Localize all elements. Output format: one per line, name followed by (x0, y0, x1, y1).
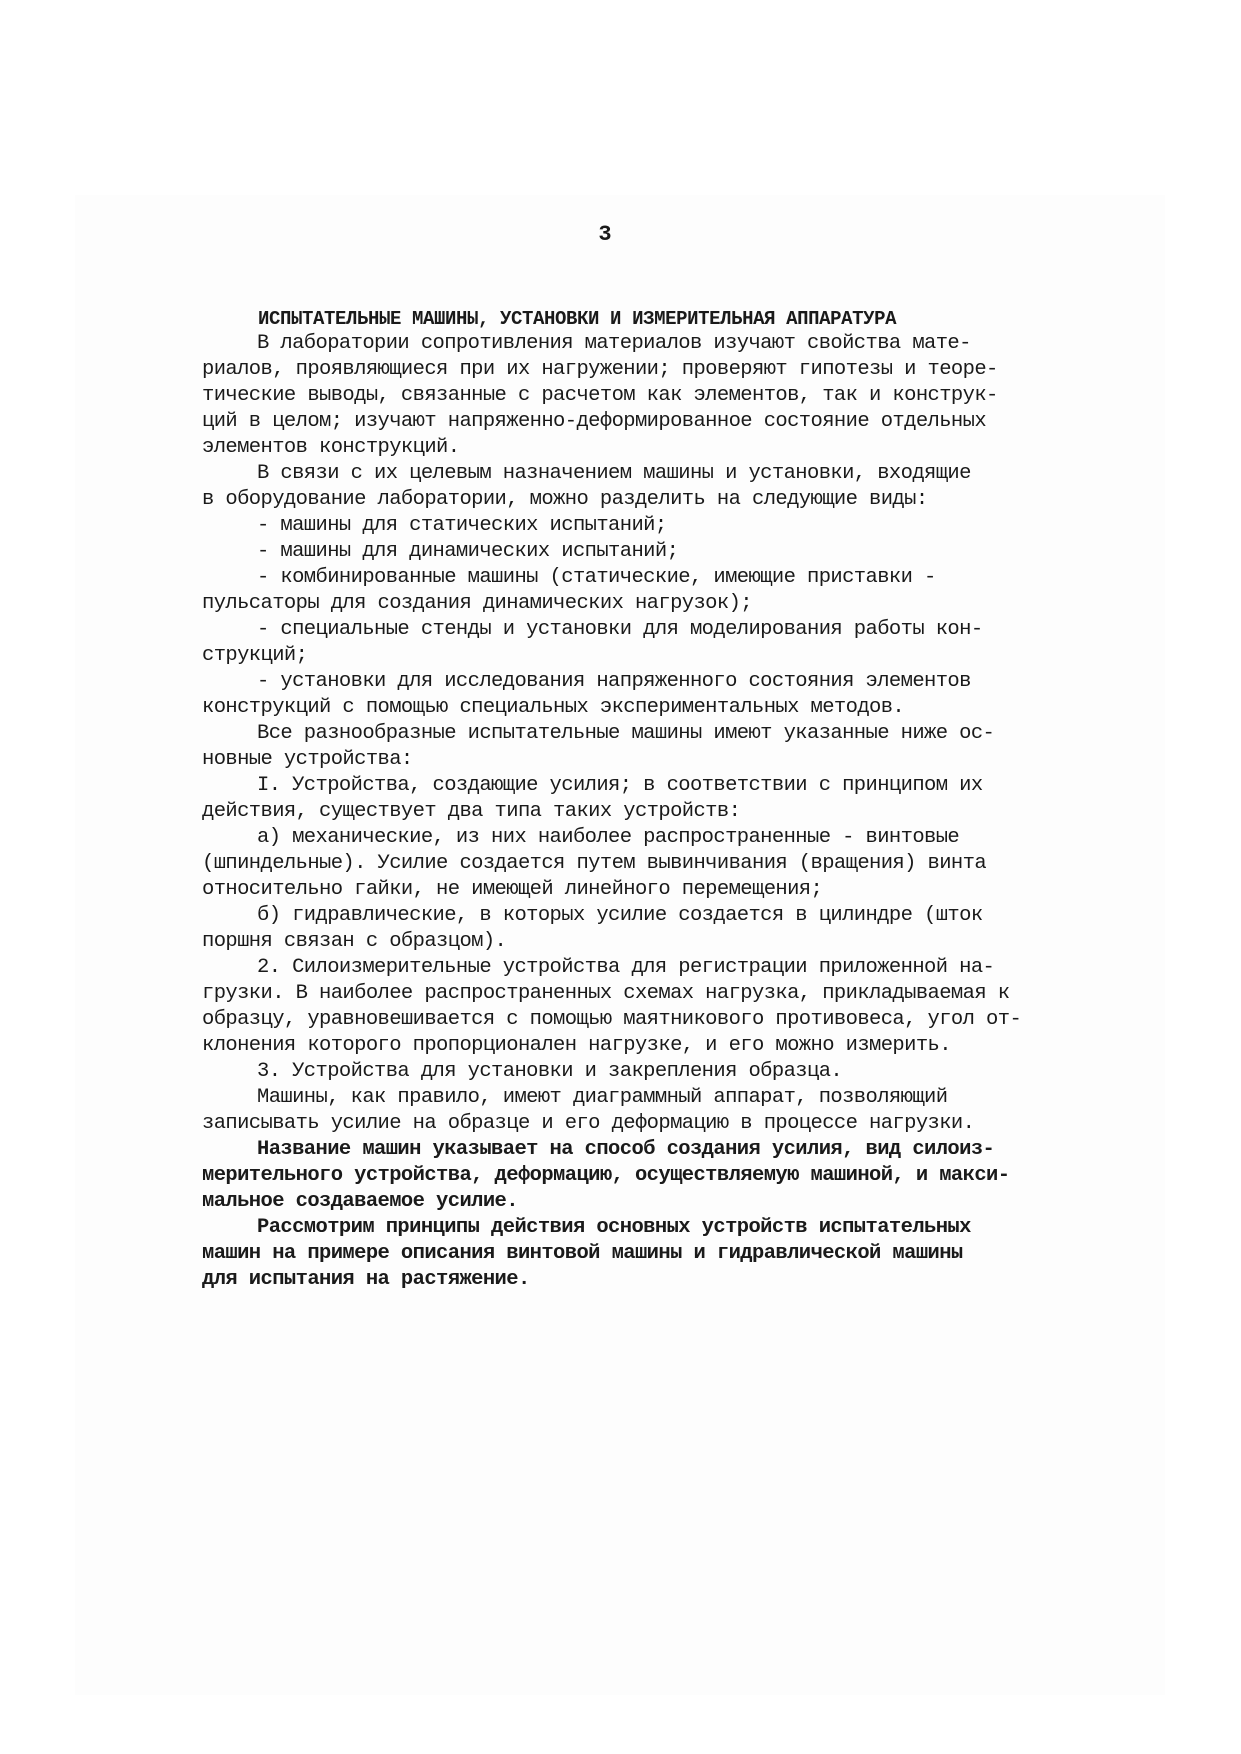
text-line: относительно гайки, не имеющей линейного перемещения; (202, 878, 823, 901)
text-line: образцу, уравновешивается с помощью маятникового противовеса, угол от- (202, 1008, 1022, 1031)
text-line: новные устройства: (202, 748, 413, 771)
text-line: записывать усилие на образце и его деформацию в процессе нагрузки. (202, 1112, 975, 1135)
list-item: - специальные стенды и установки для моделирования работы кон- (257, 618, 983, 641)
text-line: клонения которого пропорционален нагрузке, и его можно измерить. (202, 1034, 951, 1057)
text-line: тические выводы, связанные с расчетом как элементов, так и конструк- (202, 384, 998, 407)
numbered-item: 3. Устройства для установки и закрепления образца. (257, 1060, 843, 1083)
text-line: для испытания на растяжение. (202, 1268, 530, 1291)
page-number: 3 (598, 222, 612, 247)
numbered-item: I. Устройства, создающие усилия; в соответствии с принципом их (257, 774, 983, 797)
text-line: ций в целом; изучают напряженно-деформированное состояние отдельных (202, 410, 987, 433)
list-item: - комбинированные машины (статические, имеющие приставки - (257, 566, 936, 589)
text-line: грузки. В наиболее распространенных схемах нагрузка, прикладываемая к (202, 982, 1010, 1005)
text-line: в оборудование лаборатории, можно разделить на следующие виды: (202, 488, 928, 511)
text-line: Рассмотрим принципы действия основных устройств испытательных (257, 1216, 971, 1239)
text-line: (шпиндельные). Усилие создается путем вывинчивания (вращения) винта (202, 852, 987, 875)
list-item: - машины для статических испытаний; (257, 514, 667, 537)
text-line: мерительного устройства, деформацию, осуществляемую машиной, и макси- (202, 1164, 1010, 1187)
numbered-item: 2. Силоизмерительные устройства для регистрации приложенной на- (257, 956, 995, 979)
list-item: - установки для исследования напряженного состояния элементов (257, 670, 971, 693)
text-line: конструкций с помощью специальных экспериментальных методов. (202, 696, 905, 719)
list-item: - машины для динамических испытаний; (257, 540, 679, 563)
text-line: машин на примере описания винтовой машины и гидравлической машины (202, 1242, 963, 1265)
text-line: действия, существует два типа таких устройств: (202, 800, 741, 823)
text-line: Все разнообразные испытательные машины имеют указанные ниже ос- (257, 722, 995, 745)
text-line: риалов, проявляющиеся при их нагружении; проверяют гипотезы и теоре- (202, 358, 998, 381)
text-line: пульсаторы для создания динамических нагрузок); (202, 592, 752, 615)
text-line: элементов конструкций. (202, 436, 460, 459)
text-line: поршня связан с образцом). (202, 930, 507, 953)
text-line: В связи с их целевым назначением машины и установки, входящие (257, 462, 971, 485)
text-line: струкций; (202, 644, 308, 667)
text-line: Название машин указывает на способ создания усилия, вид силоиз- (257, 1138, 995, 1161)
list-item: б) гидравлические, в которых усилие создается в цилиндре (шток (257, 904, 983, 927)
list-item: а) механические, из них наиболее распространенные - винтовые (257, 826, 960, 849)
section-title: ИСПЫТАТЕЛЬНЫЕ МАШИНЫ, УСТАНОВКИ И ИЗМЕРИТЕЛЬНАЯ АППАРАТУРА (258, 308, 897, 330)
text-line: Машины, как правило, имеют диаграммный аппарат, позволяющий (257, 1086, 948, 1109)
text-line: В лаборатории сопротивления материалов изучают свойства мате- (257, 332, 971, 355)
text-line: мальное создаваемое усилие. (202, 1190, 518, 1213)
